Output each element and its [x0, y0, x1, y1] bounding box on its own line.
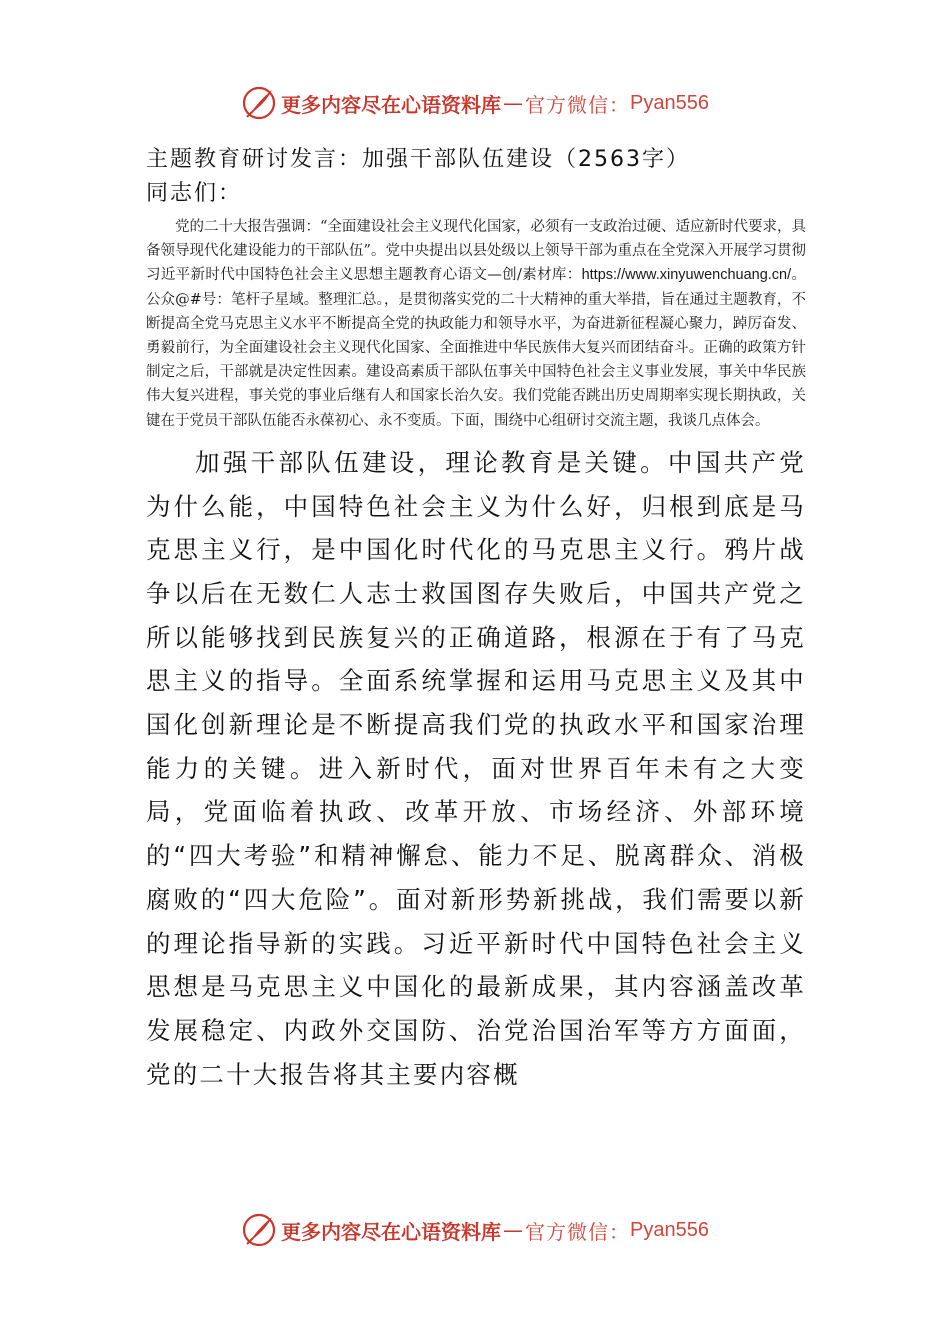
- salutation: 同志们：: [146, 181, 243, 206]
- quill-pen-logo-icon: [241, 1212, 277, 1248]
- banner-text: 更多内容尽在心语资料库: [281, 92, 502, 117]
- footer-banner: [0, 1210, 950, 1250]
- document-title: 主题教育研讨发言：加强干部队伍建设（2563字）: [146, 147, 690, 172]
- intro-text-a: 党的二十大报告强调：“全面建设社会主义现代化国家，必须有一支政治过硬、适应新时代要求，具备领导现代化建设能力的干部队伍”。党中央提出以县处级以上领导干部为重点在全党深入开展学习贯彻习近平新时代中国特色社会主义思想主题教育心语文—创/素材库：: [146, 219, 806, 284]
- intro-url: https://www.xinyuwenchuang.cn/: [581, 267, 792, 284]
- document-body: [146, 143, 806, 1096]
- banner-wechat-id: Pyan556: [630, 1218, 709, 1241]
- quill-pen-logo-icon: [241, 85, 277, 121]
- intro-paragraph: [146, 215, 806, 433]
- banner-wechat-label: 官方微信：: [525, 92, 631, 117]
- banner-wechat-label: 官方微信：: [525, 1219, 631, 1244]
- header-banner: [0, 83, 950, 123]
- banner-dash: —: [503, 1218, 524, 1242]
- banner-text: 更多内容尽在心语资料库: [281, 1219, 502, 1244]
- banner-wechat-id: Pyan556: [630, 91, 709, 114]
- banner-dash: —: [503, 91, 524, 115]
- body-paragraph: 加强干部队伍建设，理论教育是关键。中国共产党为什么能，中国特色社会主义为什么好，归根到底是马克思主义行，是中国化时代化的马克思主义行。鸦片战争以后在无数仁人志士救国图存失败后，中国共产党之所以能够找到民族复兴的正确道路，根源在于有了马克思主义的指导。全面系统掌握和运用马克思主义及其中国化创新理论是不断提高我们党的执政水平和国家治理能力的关键。进入新时代，面对世界百年未有之大变局，党面临着执政、改革开放、市场经济、外部环境的“四大考验”和精神懈怠、能力不足、脱离群众、消极腐败的“四大危险”。面对新形势新挑战，我们需要以新的理论指导新的实践。习近平新时代中国特色社会主义思想是马克思主义中国化的最新成果，其内容涵盖改革发展稳定、内政外交国防、治党治国治军等方方面面，党的二十大报告将其主要内容概: [146, 447, 806, 1089]
- intro-text-b: 。公众@#号：笔杆子星域。整理汇总。，是贯彻落实党的二十大精神的重大举措，旨在通过主题教育，不断提高全党马克思主义水平不断提高全党的执政能力和领导水平，为奋进新征程凝心聚力，踔厉奋发、勇毅前行，为全面建设社会主义现代化国家、全面推进中华民族伟大复兴而团结奋斗。正确的政策方针制定之后，干部就是决定性因素。建设高素质干部队伍事关中国特色社会主义事业发展，事关中华民族伟大复兴进程，事关党的事业后继有人和国家长治久安。我们党能否跳出历史周期率实现长期执政，关键在于党员干部队伍能否永葆初心、永不变质。下面，围绕中心组研讨交流主题，我谈几点体会。: [146, 267, 806, 429]
